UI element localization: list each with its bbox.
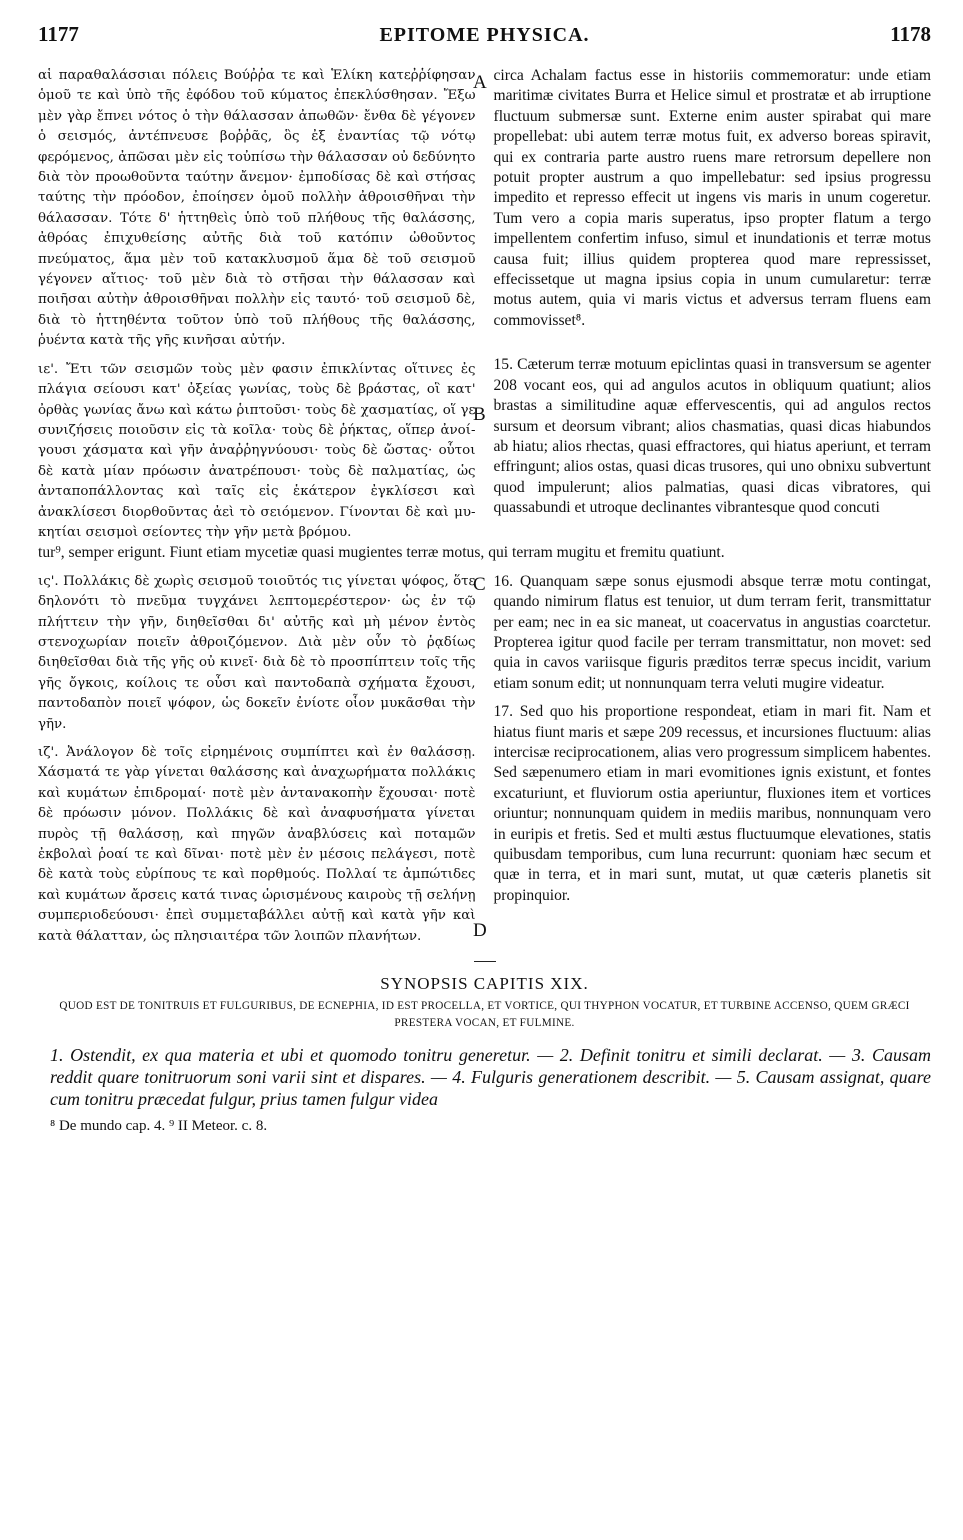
margin-letter-c: C [473,573,486,595]
greek-column-2 [38,572,476,947]
full-width-line: tur⁹, semper erigunt. Fiunt etiam mycetiæ quasi mugientes terræ motus, qui terram mugitu et fremitu quatiunt. [38,544,725,562]
latin-paragraph-17: 17. Sed quo his proportione respondeat, etiam in mari fit. Nam et hiatus fiunt maris et sæpe 209 recessus, et incursiones fluctuum: alias intercisæ reciprocationem, alias vero progressum simplicem habentes. Sed sæpenumero etiam in mari evomitiones ignis existunt, et fontes excaturiunt, et fluviorum ostia aperiuntur, fluxiones item et vortices oriuntur; nonnunquam quidem in mediis maribus, nonnunquam vero in euripis et fretis. Sed et multi æstus fluctuumque elevationes, statis quibusdam temporibus, cum luna recurrunt: quoniam hæc secum et quæ in terra, et in mari sunt, mutat, ut quæ cæteris planetis sit propinquior. [493,703,931,904]
latin-paragraph-15: 15. Cæterum terræ motuum epiclintas quasi in transversum se agenter 208 vocant eos, qui ad angulos acutos in obliquum quatiunt; alios brastas a similitudine aquæ effervescentis, qui ad angulos rectos sursum et deorsum vibrant; alios chasmatias, quasi dicas hiabundos ab hiatu; alios rhectas, quasi effractores, qui hiatus aperiunt, et terram effringunt; alios ostas, quasi dicas trusores, qui uno obnixu subvertunt quod impulerunt; alios palmatias, quasi dicas vibratores, qui quassabundi et utroque declinantes vibrantesque quod concuti [493,356,931,517]
section-divider [474,961,496,962]
running-title: EPITOME PHYSICA. [379,24,590,46]
greek-column [38,66,476,543]
footnotes: ⁸ De mundo cap. 4. ⁹ II Meteor. c. 8. [50,1118,268,1135]
greek-paragraph-14: αἱ παραθαλάσσιαι πόλεις Βούῤῥα τε καὶ Ἑλίκη κατεῤῥίφησαν ὁμοῦ τε καὶ ὑπὸ τῆς ἐφόδου τοῦ κύματος ἐπεκλύσθησαν. Ἔξω μὲν γὰρ ἔπνει νότος ὁ τὴν θάλασσαν ἀπωθῶν· ἔνθα δὲ γέγονεν ὁ σεισμός, ἀντέπνευσε βοῤῥᾶς, ὃς ἐξ ἐναντίας τῷ νότῳ φερόμενος, ἀπῶσαι μὲν εἰς τοὐπίσω τὴν θάλασσαν οὐ δεδύνητο διὰ τὸν προωθοῦντα ταύτην ἄνεμον· ἐμποδίσας δὲ καὶ στήσας ταύτης τὴν πρόοδον, ἐποίησεν ὁμοῦ πολλὴν ἀθροισθῆναι τὴν θάλασσαν. Τότε δ' ἡττηθεὶς ὑπὸ τοῦ πλήθους τῆς θαλάσσης, ἀθρόας ἐπιχυθείσης αὐτῆς διὰ τοῦ κατόπιν ὠθοῦντος πνεύματος, ἅμα μὲν τοῦ κατακλυσμοῦ ἅμα δὲ τοῦ σεισμοῦ γέγονεν αἴτιος· τοῦ μὲν διὰ τὸ στῆσαι τὴν θάλασσαν καὶ ποιῆσαι αὐτὴν ἀθροισθῆναι πολλὴν εἰς ταυτό· τοῦ σεισμοῦ δὲ, διὰ τὸ ἡττηθέντα τοῦτον ὑπὸ τοῦ πλήθους τῆς θαλάσσης, ῥυέντα κατὰ τῆς γῆς κινῆσαι αὐτήν. [38,68,476,349]
section-1 [38,66,931,543]
latin-column [494,66,932,543]
right-page-number: 1178 [890,22,931,46]
left-page-number: 1177 [38,22,79,46]
greek-paragraph-17: ιζ'. Ἀνάλογον δὲ τοῖς εἰρημένοις συμπίπτει καὶ ἐν θαλάσσῃ. Χάσματά τε γὰρ γίνεται θαλάσσης καὶ ἀναχωρήματα πολλάκις καὶ κυμάτων ἐπιδρομαί· ποτὲ μὲν ἀντανακοπὴν ἔχουσαι· ποτὲ δὲ πρόωσιν μόνον. Πολλάκις δὲ καὶ ἀναφυσήματα γίνεται πυρὸς τῇ θαλάσσῃ, καὶ πηγῶν ἀναβλύσεις καὶ ποταμῶν ἐκβολαὶ ῥοαί τε καὶ δῖναι· ποτὲ μὲν ἐν μέσοις πελάγεσι, ποτὲ δὲ κατὰ τοὺς εὐρίπους τε καὶ πορθμούς. Πολλαί τε ἀμπώτιδες καὶ κυμάτων ἄρσεις κατά τινας ὡρισμένους καιροὺς τῇ σελήνῃ συμπεριοδεύουσι· ἐπεὶ συμμεταβάλλει αὐτῇ καὶ κατὰ γῆν καὶ κατὰ θάλατταν, ὡς πλησιαιτέρα τῶν λοιπῶν πλανήτων. [38,745,476,944]
margin-letter-b: B [473,404,486,425]
running-header [38,22,931,66]
synopsis-subtitle: QUOD EST DE TONITRUIS ET FULGURIBUS, DE ECNEPHIA, ID EST PROCELLA, ET VORTICE, QUI THYPHON VOCATUR, ET TURBINE ACCENSO, QUEM GRÆCI PRESTERA VOCAN, ET FULMINE. [59,1000,910,1030]
latin-column-2 [494,572,932,947]
synopsis-body: 1. Ostendit, ex qua materia et ubi et quomodo tonitru generetur. — 2. Definit tonitru et simili declarat. — 3. Causam reddit quare tonitruorum soni varii sint et dispares. — 4. Fulguris generationem describit. — 5. Causam assignat, quare cum tonitru præcedat fulgur, prius tamen fulgur videa [50,1045,931,1110]
margin-letter-a: A [473,72,487,93]
greek-paragraph-15: ιε'. Ἔτι τῶν σεισμῶν τοὺς μὲν φασιν ἐπικλίντας οἵτινες ἐς πλάγια σείουσι κατ' ὀξείας γωνίας, τοὺς δὲ βράστας, οἳ κατ' ὀρθὰς γωνίας ἄνω καὶ κάτω ῥιπτοῦσι· τοὺς δὲ χασματίας, οἵ γε συνιζήσεις ποιοῦσιν εἰς τὰ κοῖλα· τοὺς δὲ ῥήκτας, οἵπερ ἀνοίγουσι χάσματα καὶ γῆν ἀναῤῥηγνύουσι· τοὺς δὲ ὤστας· οὗτοι δὲ κατὰ μίαν πρόωσιν ἀνατρέπουσι· τοὺς δὲ παλματίας, ὡς ἀνταποπάλλοντας καὶ ταῖς εἰς ἑκάτερον ἐγκλίσεσι καὶ ἀνακλίσεσι διορθοῦντας ἀεὶ τὸ σειόμενον. Γίνονται δὲ καὶ μυκητίαι σεισμοὶ σείοντες τὴν γῆν μετὰ βρόμου. [38,361,476,540]
section-2 [38,572,931,947]
margin-letter-d: D [473,919,487,941]
synopsis-title: SYNOPSIS CAPITIS XIX. [380,974,589,994]
greek-paragraph-16: ις'. Πολλάκις δὲ χωρὶς σεισμοῦ τοιοῦτός τις γίνεται ψόφος, ὅτε δηλονότι τὸ πνεῦμα τυγχάνει λεπτομερέστερον· ὡς ἐν τῷ πλήττειν τὴν γῆν, διηθεῖσθαι δι' αὐτῆς καὶ μὴ μένον ἐντὸς στενοχωρίαν ποιεῖν ἀθροιζόμενον. Διὰ μὲν οὖν τὸ ῥᾳδίως διηθεῖσθαι διὰ τῆς γῆς οὐ κινεῖ· διὰ δὲ τὸ προσπίπτειν τοῖς τῆς γῆς ὄγκοις, κοίλοις τε οὖσι καὶ παντοδαπὰ σχήματα ἔχουσι, παντοδαπὸν ποιεῖ ψόφον, ὡς δοκεῖν ἐνίοτε οἷον μυκᾶσθαι τὴν γῆν. [38,573,476,732]
latin-paragraph-16: 16. Quanquam sæpe sonus ejusmodi absque terræ motu contingat, quando nimirum flatus est tenuior, ut dum terram ferit, transmittatur per eam; nec in ea sic maneat, ut coacervatus in angustias coarctetur. Propterea igitur quod facile per terram transmittatur, non movet: sed quia in cavos variisque figuris præditos terræ specus incidit, varium etiam sonum edit; ut nonnunquam terra veluti mugire videatur. [493,572,931,692]
latin-paragraph-14: circa Achalam factus esse in historiis commemoratur: unde etiam maritimæ civitates Burra et Helice simul et prostratæ et ab irruptione fluctuum submersæ sunt. Externe enim auster spirabat qui mare propellebat: ubi autem terræ motus fuit, ex adverso boreas spiravit, qui ex contraria parte austro ruens mare retrorsum depellere non potuit propter austrum a quo impellebatur: sed ipsius progressu impedito et represso effecit ut ingens vis maris in unum cogeretur. Tum vero a copia maris superatus, ipso propter flatum a tergo impellentem confertim infuso, simul et inundationis et terræ motus causa fuit; illius quidem propterea quod mare repressisset, effecissetque ut magna ipsius copia in unum cumularetur: terræ motus autem, quia vi maris victus et adversus terram fluens eam commovisset⁸. [493,67,931,329]
